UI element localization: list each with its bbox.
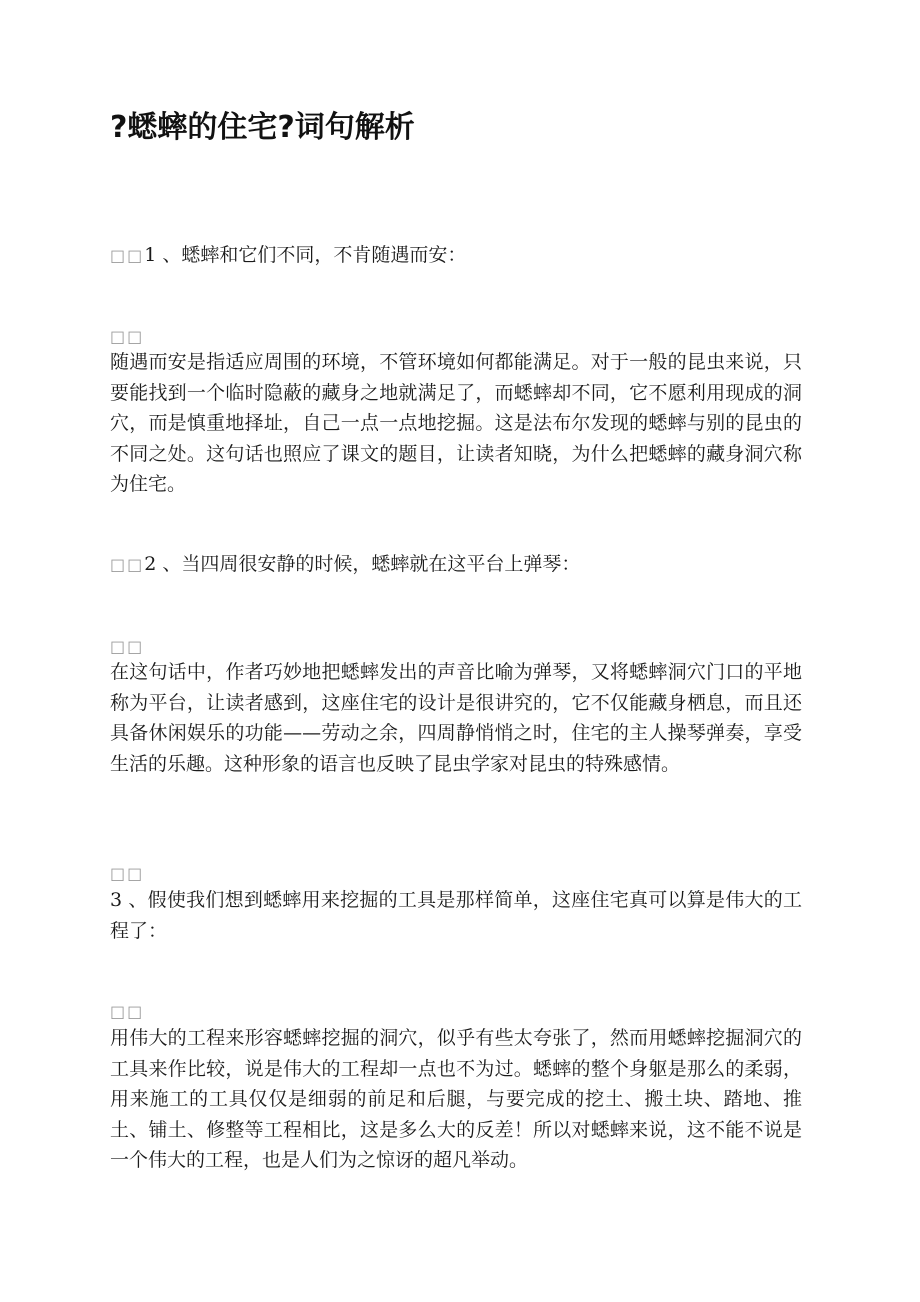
- section-2-heading-text: 2 、当四周很安静的时候，蟋蟀就在这平台上弹琴：: [144, 553, 581, 575]
- section-1-marker: □□: [110, 327, 145, 346]
- section-2-explanation: 在这句话中，作者巧妙地把蟋蟀发出的声音比喻为弹琴，又将蟋蟀洞穴门口的平地称为平台，让读者感到，这座住宅的设计是很讲究的，它不仅能藏身栖息，而且还具备休闲娱乐的功能——劳动之余，四周静悄悄之时，住宅的主人操琴弹奏，享受生活的乐趣。这种形象的语言也反映了昆虫学家对昆虫的特殊感情。: [110, 661, 802, 775]
- placeholder-boxes: □□: [110, 555, 145, 574]
- document-title: ?蟋蟀的住宅?词句解析: [110, 110, 415, 145]
- section-2-marker: □□: [110, 637, 145, 656]
- section-1-heading-text: 1 、蟋蟀和它们不同，不肯随遇而安：: [144, 244, 467, 266]
- section-1-heading: [110, 240, 800, 271]
- section-2-heading: [110, 549, 800, 580]
- section-1-explanation: 随遇而安是指适应周围的环境，不管环境如何都能满足。对于一般的昆虫来说，只要能找到一个临时隐蔽的藏身之地就满足了，而蟋蟀却不同，它不愿利用现成的洞穴，而是慎重地择址，自己一点一点地挖掘。这是法布尔发现的蟋蟀与别的昆虫的不同之处。这句话也照应了课文的题目，让读者知晓，为什么把蟋蟀的藏身洞穴称为住宅。: [110, 351, 802, 495]
- section-3-marker: □□: [110, 864, 145, 883]
- placeholder-boxes: □□: [110, 246, 145, 265]
- section-3-explanation-marker: □□: [110, 1002, 145, 1021]
- section-3-explanation: 用伟大的工程来形容蟋蟀挖掘的洞穴，似乎有些太夸张了，然而用蟋蟀挖掘洞穴的工具来作比较，说是伟大的工程却一点也不为过。蟋蟀的整个身躯是那么的柔弱，用来施工的工具仅仅是细弱的前足和后腿，与要完成的挖土、搬土块、踏地、推土、铺土、修整等工程相比，这是多么大的反差！所以对蟋蟀来说，这不能不说是一个伟大的工程，也是人们为之惊讶的超凡举动。: [110, 1027, 802, 1171]
- section-3-heading: 3 、假使我们想到蟋蟀用来挖掘的工具是那样简单，这座住宅真可以算是伟大的工程了：: [110, 889, 802, 942]
